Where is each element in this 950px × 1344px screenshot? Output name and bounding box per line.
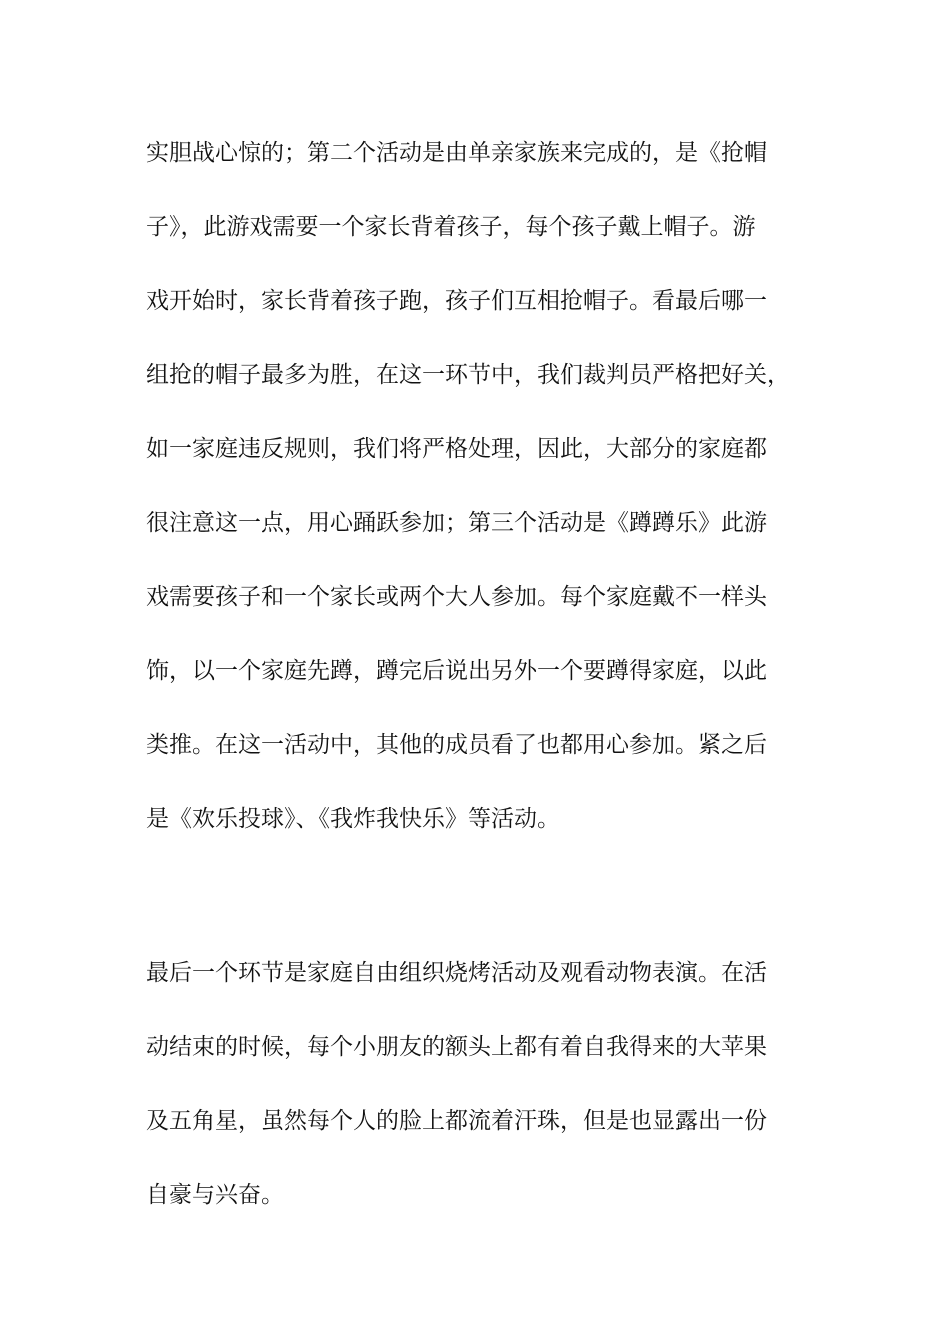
- paragraph-line: 实胆战心惊的；第二个活动是由单亲家族来完成的，是《抢帽: [146, 140, 767, 166]
- paragraph-line: 及五角星，虽然每个人的脸上都流着汗珠，但是也显露出一份: [146, 1108, 767, 1134]
- paragraph-line: 很注意这一点，用心踊跃参加；第三个活动是《蹲蹲乐》此游: [146, 510, 767, 536]
- paragraph-line: 饰，以一个家庭先蹲，蹲完后说出另外一个要蹲得家庭，以此: [146, 658, 767, 684]
- paragraph-line: 戏开始时，家长背着孩子跑，孩子们互相抢帽子。看最后哪一: [146, 288, 767, 314]
- paragraph-line: 类推。在这一活动中，其他的成员看了也都用心参加。紧之后: [146, 732, 767, 758]
- paragraph-line: 组抢的帽子最多为胜，在这一环节中，我们裁判员严格把好关，: [146, 362, 790, 388]
- paragraph-line: 自豪与兴奋。: [146, 1182, 284, 1208]
- paragraph-line: 动结束的时候，每个小朋友的额头上都有着自我得来的大苹果: [146, 1034, 767, 1060]
- paragraph-line: 是《欢乐投球》、《我炸我快乐》等活动。: [146, 806, 560, 832]
- paragraph-line: 最后一个环节是家庭自由组织烧烤活动及观看动物表演。在活: [146, 960, 767, 986]
- paragraph-line: 如一家庭违反规则，我们将严格处理，因此，大部分的家庭都: [146, 436, 767, 462]
- paragraph-line: 子》，此游戏需要一个家长背着孩子，每个孩子戴上帽子。游: [146, 214, 756, 240]
- paragraph-line: 戏需要孩子和一个家长或两个大人参加。每个家庭戴不一样头: [146, 584, 767, 610]
